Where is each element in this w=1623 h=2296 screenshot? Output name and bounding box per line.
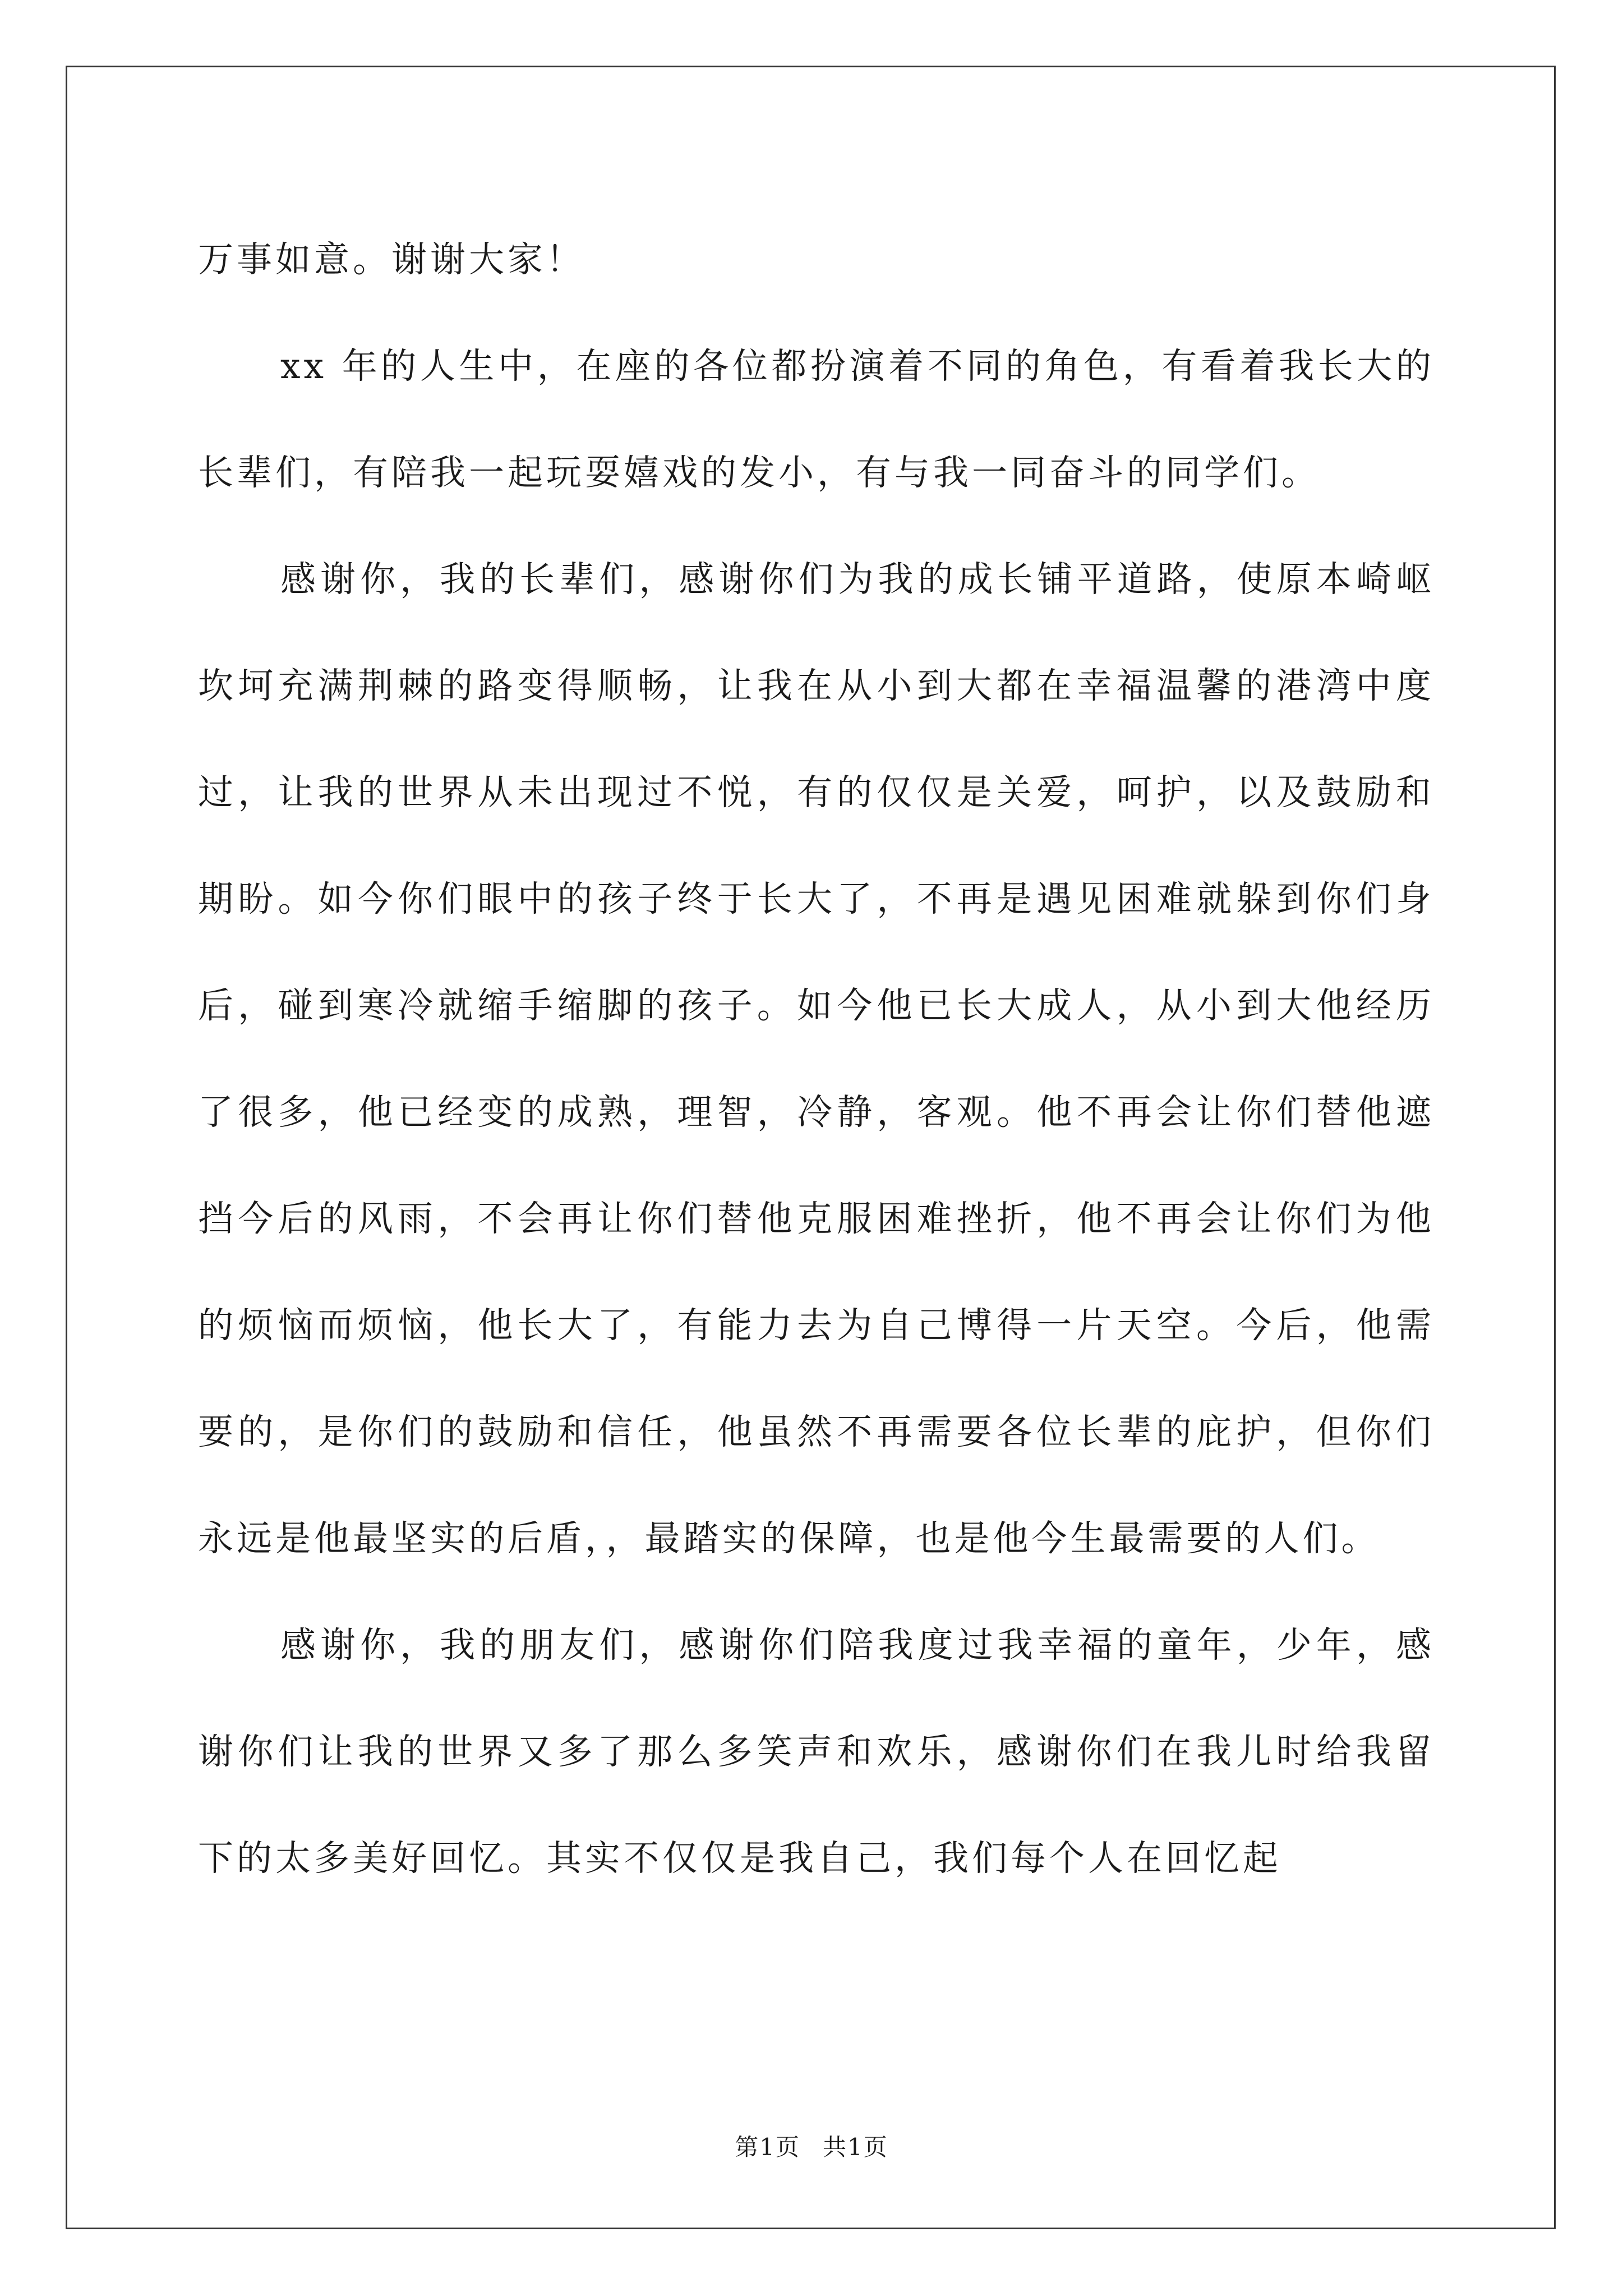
page-number-current: 第1页 [735, 2133, 800, 2161]
paragraph-closing: 万事如意。谢谢大家！ [198, 239, 585, 280]
page-footer [0, 2129, 1623, 2162]
paragraph-friends: 感谢你，我的朋友们，感谢你们陪我度过我幸福的童年，少年，感谢你们让我的世界又多了那么多笑声和欢乐，感谢你们在我儿时给我留下的太多美好回忆。其实不仅仅是我自己，我们每个人在回忆起 [198, 1625, 1435, 1879]
page-number-total: 共1页 [823, 2133, 888, 2161]
paragraph-intro: xx 年的人生中，在座的各位都扮演着不同的角色，有看着我长大的长辈们，有陪我一起玩耍嬉戏的发小，有与我一同奋斗的同学们。 [198, 346, 1435, 493]
paragraph-elders: 感谢你，我的长辈们，感谢你们为我的成长铺平道路，使原本崎岖坎坷充满荆棘的路变得顺畅，让我在从小到大都在幸福温馨的港湾中度过，让我的世界从未出现过不悦，有的仅仅是关爱，呵护，以及鼓励和期盼。如今你们眼中的孩子终于长大了，不再是遇见困难就躲到你们身后，碰到寒冷就缩手缩脚的孩子。如今他已长大成人，从小到大他经历了很多，他已经变的成熟，理智，冷静，客观。他不再会让你们替他遮挡今后的风雨，不会再让你们替他克服困难挫折，他不再会让你们为他的烦恼而烦恼，他长大了，有能力去为自己博得一片天空。今后，他需要的，是你们的鼓励和信任，他虽然不再需要各位长辈的庇护，但你们永远是他最坚实的后盾，，最踏实的保障，也是他今生最需要的人们。 [198, 559, 1435, 1559]
document-body [198, 206, 1435, 1912]
